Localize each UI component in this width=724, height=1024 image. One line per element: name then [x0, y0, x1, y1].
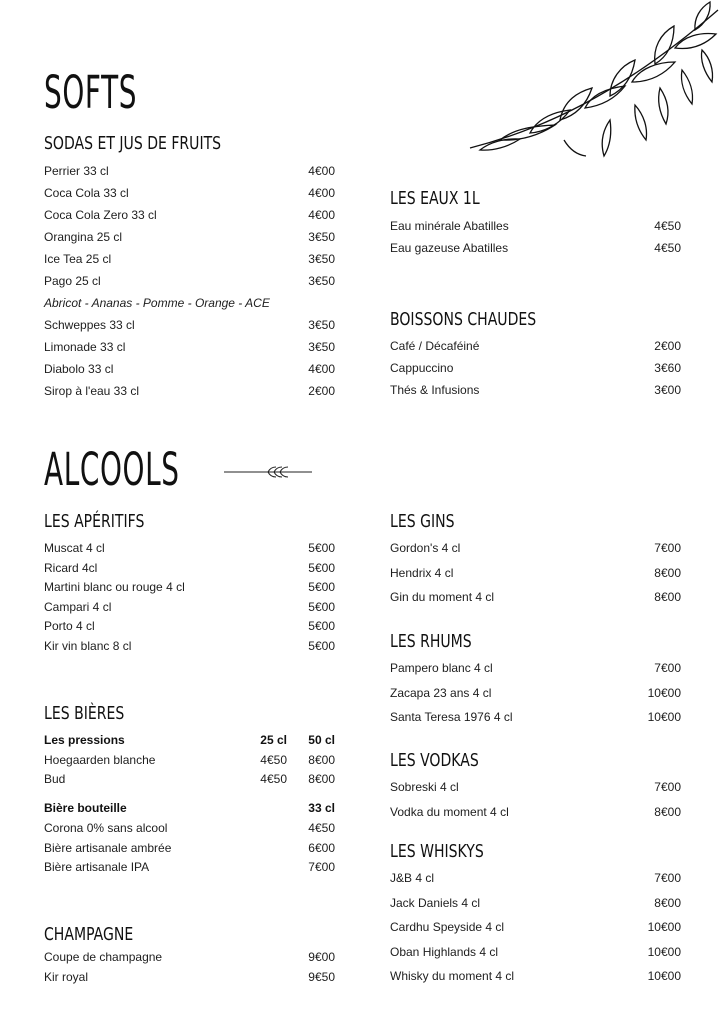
item-price: 4€50 [308, 821, 335, 835]
alcools-title: ALCOOLS [44, 443, 180, 496]
item-price: 9€50 [308, 969, 335, 984]
softs-title: SOFTS [44, 66, 138, 119]
item-price-50cl: 8€00 [308, 752, 335, 767]
col-50cl-label: 50 cl [308, 733, 335, 747]
leaf-branch-icon [460, 0, 724, 165]
item-price: 4€00 [308, 164, 335, 178]
section-title-vodkas: LES VODKAS [390, 750, 479, 771]
item-price: 3€50 [308, 318, 335, 332]
item-name: Corona 0% sans alcool [44, 821, 168, 835]
item-name: Coupe de champagne [44, 950, 163, 964]
pressions-label: Les pressions [44, 733, 125, 747]
item-name: Coca Cola Zero 33 cl [44, 208, 157, 222]
section-title-aperitifs: LES APÉRITIFS [44, 511, 145, 532]
item-price: 5€00 [308, 580, 335, 594]
item-name: Coca Cola 33 cl [44, 186, 129, 200]
item-name: Ricard 4cl [44, 560, 98, 575]
item-name: Hoegaarden blanche [44, 752, 156, 767]
item-price: 8€00 [654, 590, 681, 604]
item-name: Muscat 4 cl [44, 541, 105, 555]
item-name: Zacapa 23 ans 4 cl [390, 685, 492, 700]
item-name: Sirop à l'eau 33 cl [44, 384, 140, 398]
item-name: Perrier 33 cl [44, 164, 109, 178]
section-title-eaux: LES EAUX 1L [390, 188, 480, 209]
item-name: Bière artisanale IPA [44, 860, 150, 874]
item-price: 5€00 [308, 560, 335, 575]
bouteille-label: Bière bouteille [44, 801, 127, 815]
divider-leaf-icon [222, 462, 314, 482]
item-name: Thés & Infusions [390, 383, 480, 397]
item-price: 10€00 [647, 710, 681, 724]
item-price: 3€50 [308, 230, 335, 244]
item-price: 2€00 [308, 384, 335, 398]
item-name: Santa Teresa 1976 4 cl [390, 710, 513, 724]
item-name: Cappuccino [390, 361, 454, 375]
item-price: 5€00 [308, 599, 335, 614]
item-name: Diabolo 33 cl [44, 362, 114, 376]
item-price: 4€00 [308, 208, 335, 222]
item-name: Eau gazeuse Abatilles [390, 241, 509, 255]
item-name: Bud [44, 772, 66, 786]
col-25cl-label: 25 cl [260, 733, 287, 747]
section-title-champagne: CHAMPAGNE [44, 924, 134, 945]
item-price: 7€00 [654, 871, 681, 885]
item-name: Pampero blanc 4 cl [390, 661, 493, 675]
item-name: J&B 4 cl [390, 871, 435, 885]
section-title-whiskys: LES WHISKYS [390, 841, 484, 862]
item-name: Martini blanc ou rouge 4 cl [44, 580, 185, 594]
item-flavours: Abricot - Ananas - Pomme - Orange - ACE [44, 296, 270, 310]
item-name: Schweppes 33 cl [44, 318, 135, 332]
item-name: Jack Daniels 4 cl [390, 895, 481, 910]
item-price: 10€00 [647, 920, 681, 934]
item-price: 8€00 [654, 895, 681, 910]
item-name: Campari 4 cl [44, 599, 112, 614]
item-name: Eau minérale Abatilles [390, 219, 509, 233]
item-price-25cl: 4€50 [260, 772, 287, 786]
item-price: 7€00 [654, 541, 681, 555]
item-price: 6€00 [308, 840, 335, 855]
item-price: 3€60 [654, 361, 681, 375]
item-name: Limonade 33 cl [44, 340, 126, 354]
item-name: Pago 25 cl [44, 274, 101, 288]
item-name: Ice Tea 25 cl [44, 252, 112, 266]
item-price: 9€00 [308, 950, 335, 964]
item-price: 4€00 [308, 186, 335, 200]
item-price: 3€50 [308, 274, 335, 288]
item-price: 7€00 [654, 661, 681, 675]
item-price: 7€00 [308, 860, 335, 874]
col-33cl-label: 33 cl [308, 801, 335, 815]
item-name: Orangina 25 cl [44, 230, 123, 244]
item-price: 10€00 [647, 944, 681, 959]
item-name: Gordon's 4 cl [390, 541, 461, 555]
item-name: Café / Décaféiné [390, 339, 480, 353]
item-price: 3€50 [308, 252, 335, 266]
item-price: 8€00 [654, 565, 681, 580]
item-name: Kir royal [44, 969, 89, 984]
section-title-sodas: SODAS ET JUS DE FRUITS [44, 133, 222, 154]
item-price: 10€00 [647, 685, 681, 700]
item-price: 4€50 [654, 219, 681, 233]
item-name: Gin du moment 4 cl [390, 590, 495, 604]
item-name: Oban Highlands 4 cl [390, 944, 499, 959]
item-price: 5€00 [308, 541, 335, 555]
section-title-bieres: LES BIÈRES [44, 703, 125, 724]
item-name: Vodka du moment 4 cl [390, 804, 509, 819]
item-price: 3€50 [308, 340, 335, 354]
item-price: 4€00 [308, 362, 335, 376]
item-name: Porto 4 cl [44, 619, 95, 633]
item-name: Kir vin blanc 8 cl [44, 638, 132, 653]
section-title-gins: LES GINS [390, 511, 455, 532]
item-price-25cl: 4€50 [260, 752, 287, 767]
section-title-chaudes: BOISSONS CHAUDES [390, 309, 537, 330]
item-price: 10€00 [647, 969, 681, 983]
item-name: Cardhu Speyside 4 cl [390, 920, 505, 934]
item-price-50cl: 8€00 [308, 772, 335, 786]
item-price: 8€00 [654, 804, 681, 819]
item-price: 7€00 [654, 780, 681, 794]
item-price: 4€50 [654, 241, 681, 255]
item-price: 5€00 [308, 638, 335, 653]
item-name: Hendrix 4 cl [390, 565, 454, 580]
item-name: Sobreski 4 cl [390, 780, 459, 794]
item-name: Bière artisanale ambrée [44, 840, 172, 855]
item-price: 3€00 [654, 383, 681, 397]
item-name: Whisky du moment 4 cl [390, 969, 515, 983]
item-price: 5€00 [308, 619, 335, 633]
section-title-rhums: LES RHUMS [390, 631, 472, 652]
item-price: 2€00 [654, 339, 681, 353]
